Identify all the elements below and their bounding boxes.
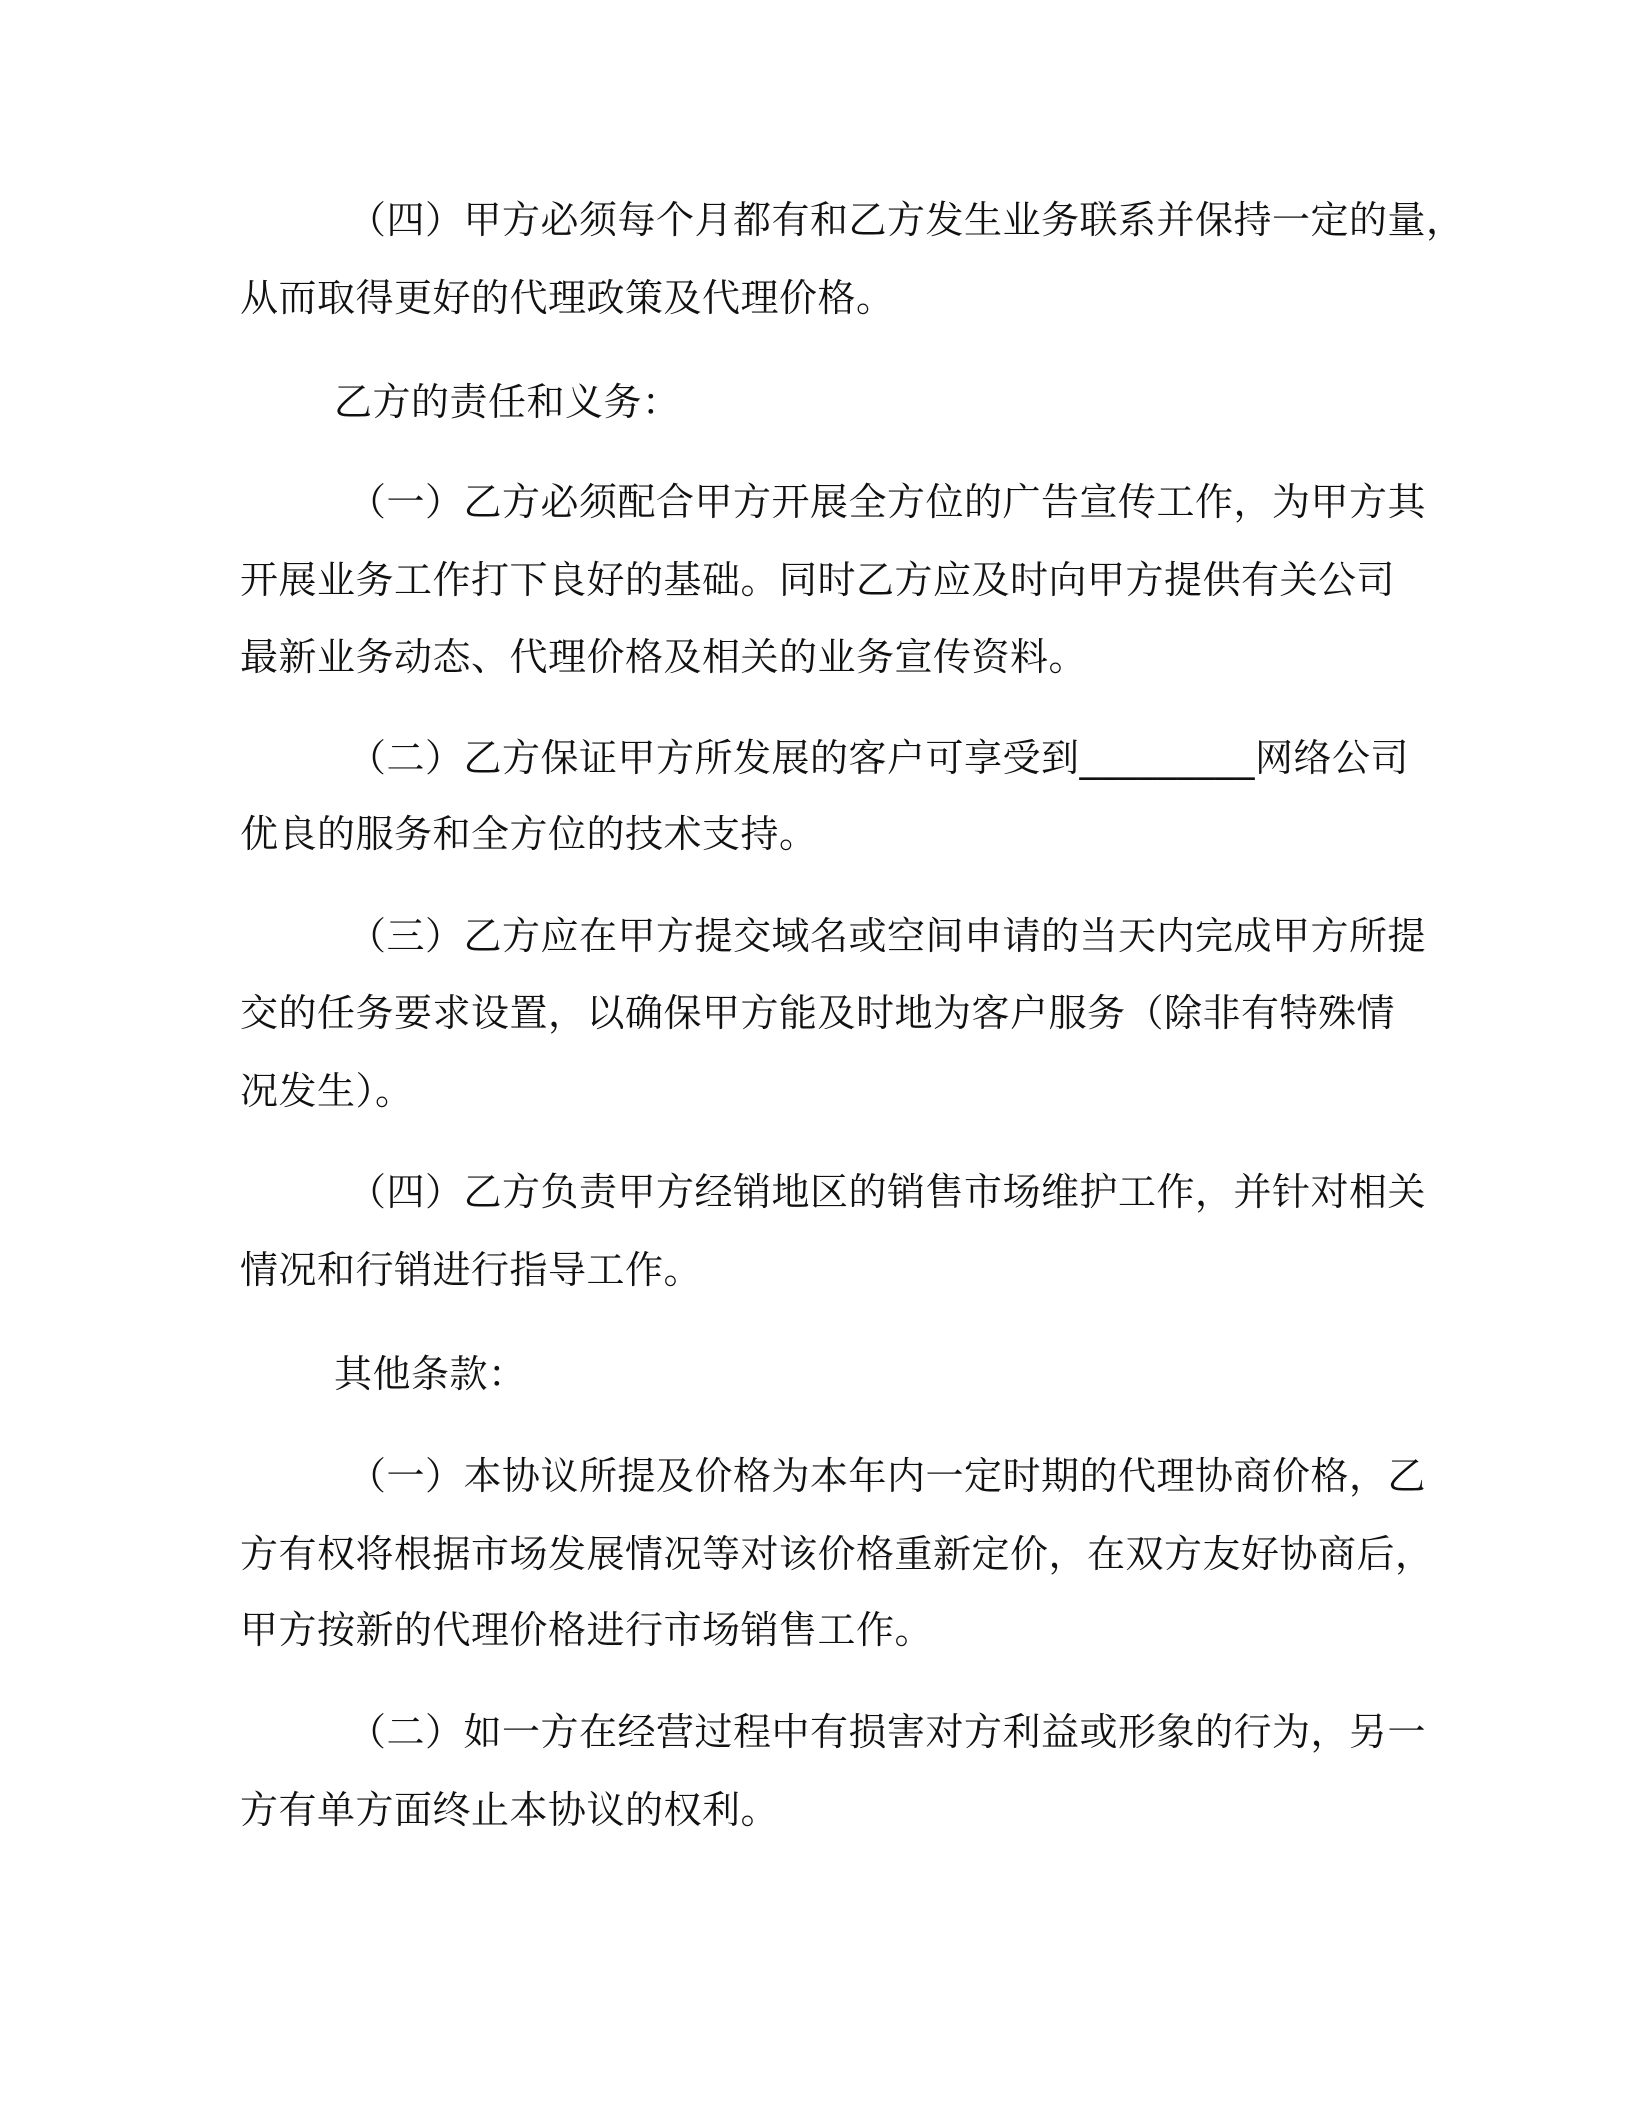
clause-c2-line-1: （二）如一方在经营过程中有损害对方利益或形象的行为，另一 [348, 1710, 1427, 1754]
clause-b1-line-1: （一）乙方必须配合甲方开展全方位的广告宣传工作，为甲方其 [348, 480, 1427, 524]
clause-b4-line-2: 情况和行销进行指导工作。 [240, 1248, 703, 1292]
clause-a4-line-1: （四）甲方必须每个月都有和乙方发生业务联系并保持一定的量， [348, 198, 1465, 242]
clause-b4-line-1: （四）乙方负责甲方经销地区的销售市场维护工作，并针对相关 [348, 1170, 1427, 1214]
clause-c1-line-1: （一）本协议所提及价格为本年内一定时期的代理协商价格，乙 [348, 1454, 1427, 1498]
clause-b2-line-1: （二）乙方保证甲方所发展的客户可享受到_________网络公司 [348, 736, 1410, 780]
clause-b2-line-2: 优良的服务和全方位的技术支持。 [240, 812, 818, 856]
section-heading-party-b-duties: 乙方的责任和义务： [334, 380, 681, 424]
clause-c1-line-2: 方有权将根据市场发展情况等对该价格重新定价，在双方友好协商后， [240, 1532, 1434, 1576]
clause-b1-line-2: 开展业务工作打下良好的基础。同时乙方应及时向甲方提供有关公司 [240, 558, 1396, 602]
clause-c1-line-3: 甲方按新的代理价格进行市场销售工作。 [240, 1608, 934, 1652]
clause-c2-line-2: 方有单方面终止本协议的权利。 [240, 1788, 780, 1832]
clause-a4-line-2: 从而取得更好的代理政策及代理价格。 [240, 276, 895, 320]
clause-b3-line-2: 交的任务要求设置，以确保甲方能及时地为客户服务（除非有特殊情 [240, 991, 1396, 1035]
clause-b3-line-1: （三）乙方应在甲方提交域名或空间申请的当天内完成甲方所提 [348, 914, 1427, 958]
section-heading-other-terms: 其他条款： [334, 1352, 527, 1396]
clause-b1-line-3: 最新业务动态、代理价格及相关的业务宣传资料。 [240, 635, 1088, 679]
clause-b3-line-3: 况发生）。 [240, 1069, 414, 1113]
